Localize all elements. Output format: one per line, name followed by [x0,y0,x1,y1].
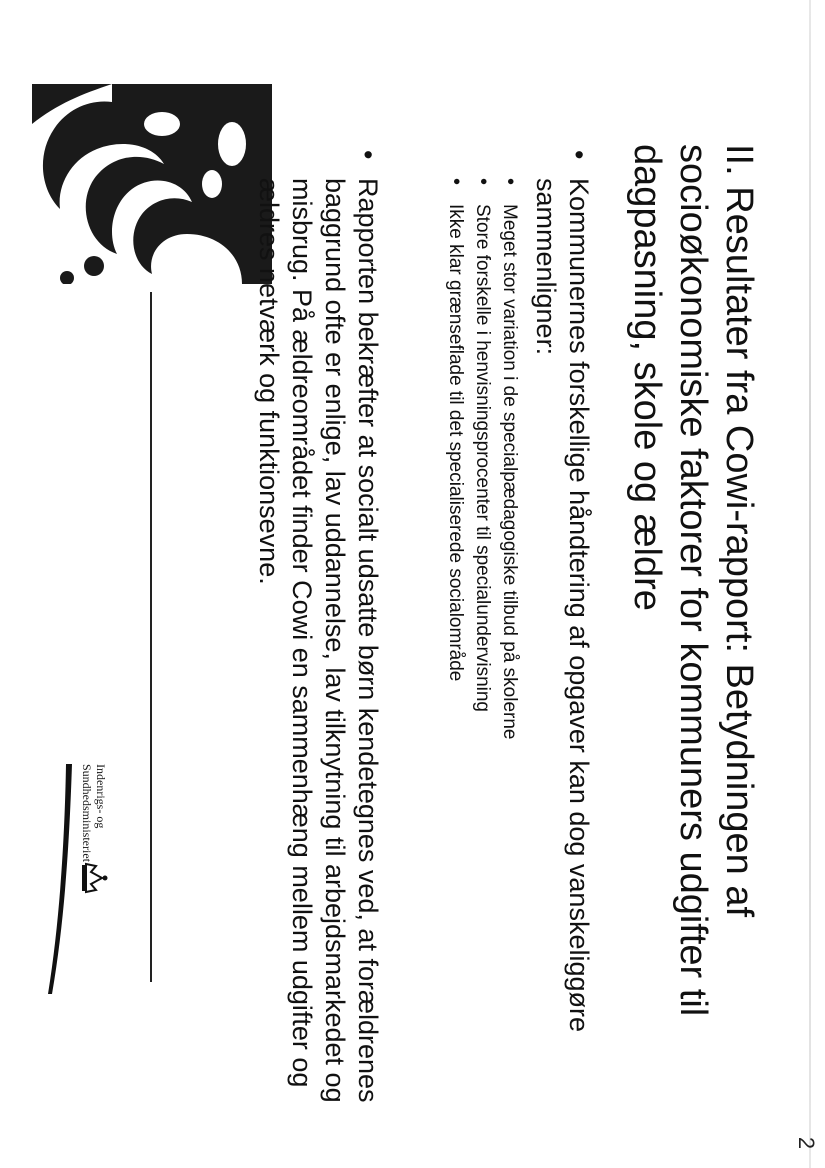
sub-bullet-item [469,150,496,1110]
slide [0,24,800,1144]
swoosh-icon [48,764,74,994]
sub-bullet-dot: • [499,178,521,186]
bullet-list [246,150,595,1110]
sub-bullet-text: Meget stor variation i de specialpædagogiske tilbud på skolerne [499,204,520,740]
divider-line [151,292,153,982]
sub-bullet-item [442,150,469,1110]
ornament-icon [32,84,272,284]
bullet-dot: • [353,150,383,160]
bullet-text: Rapporten bekræfter at socialt udsatte børn kendetegnes ved, at forældrenes baggrund ofte er enlige, lav uddannelse, lav tilknytning til arbejdsmarkedet og misbrug. På ældreområdet finder Cowi en sammenhæng mellem udgifter og ældres netværk og funktionsevne. [254,178,383,1103]
scan-edge [809,0,811,1168]
bullet-item [252,150,384,1110]
page-number: 2 [794,1136,820,1150]
sub-bullet-text: Ikke klar grænseflade til det specialiserede socialområde [445,204,466,682]
sub-bullet-dot: • [472,178,494,186]
logo-text-line1: Indenrigs- og [94,764,108,829]
logo-text-line2: Sundhedsministeriet [80,764,94,862]
sub-bullet-item [496,150,523,1110]
crown-icon [80,860,110,896]
sub-bullet-text: Store forskelle i henvisningsprocenter til specialundervisning [472,204,493,712]
bullet-text: Kommunernes forskellige håndtering af opgaver kan dog vanskeliggøre sammenligner: [531,178,594,1032]
bullet-dot: • [564,150,594,160]
bullet-item [529,150,595,1110]
sub-bullet-dot: • [445,178,467,186]
ministry-logo [50,764,110,994]
slide-title: II. Resultater fra Cowi-rapport: Betydningen af socioøkonomiske faktorer for kommuners udgifter til dagpasning, skole og ældre [626,144,760,1017]
